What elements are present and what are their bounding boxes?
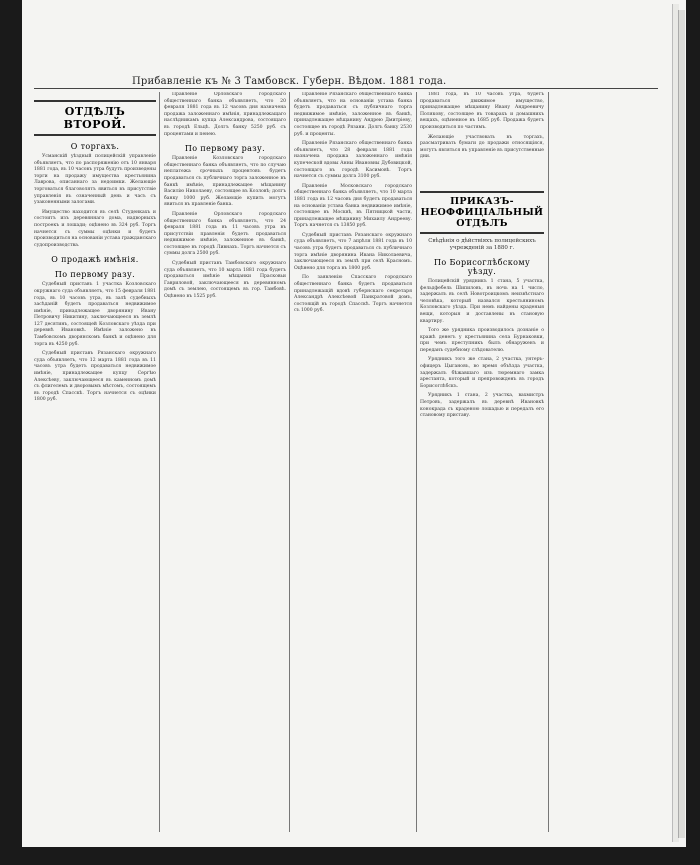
article-text: Правленiе Орловскаго городскаго общественнаго банка объявляетъ, что 24 февраля 1881 года въ 11 часовъ утра въ присутствiи правленiя будетъ продаваться недвижимое имѣнiе, заложенное въ банкѣ, состоящее въ городѣ Ливнахъ. Торгъ начнется съ суммы долга 2500 руб. <box>164 211 286 257</box>
article-text: Правленiе Козловскаго городскаго общественнаго банка объявляетъ, что по случаю неплатежа срочныхъ процентовъ будетъ продаваться съ публичнаго торга заложенное въ банкѣ имѣнiе, принадлежащее мѣщанину Василiю Николаеву, состоящее въ Козловѣ; долгъ банку 1000 руб. Желающiе купить могутъ явиться въ правленiе банка. <box>164 156 286 208</box>
article-text: Имущество находится въ селѣ Студенкахъ и состоитъ изъ деревяннаго дома, надворныхъ построекъ и лошади; оцѣнено въ 324 руб. Торгъ начнется съ суммы оцѣнки и будетъ производиться на основанiи устава гражданскаго судопроизводства. <box>34 209 156 248</box>
article-text: Правленiе Рязанскаго общественнаго банка объявляетъ, что на основанiи устава банка будетъ продаваться съ публичнаго торга недвижимое имѣнiе, заложенное въ банкѣ, принадлежащее мѣщанину Андрею Дмитрiеву, состоящее въ городѣ Рязани. Долгъ банку 2530 руб. и проценты. <box>294 92 412 137</box>
article-text: Судебный приставъ 1 участка Козловскаго окружнаго суда объявляетъ, что 15 февраля 1881 года, въ 10 часовъ утра, въ залѣ судебныхъ засѣданiй будетъ продаваться недвижимое имѣнiе, принадлежащее дворянину Ивану Петровичу Никитину, заключающееся въ землѣ 127 десятинъ, состоящей Козловскаго уѣзда при деревнѣ Ивановкѣ. Имѣнiе заложено въ Тамбовскомъ дворянскомъ банкѣ и оцѣнено для торга въ 4250 руб. <box>34 282 156 347</box>
section-title: ОТДѢЛЪ ВТОРОЙ. <box>34 100 156 136</box>
article-text: Судебный приставъ Рязанскаго окружнаго суда объявляетъ, что 7 апрѣля 1881 года въ 10 часовъ утра будетъ продаваться съ публичнаго торга имѣнiе дворянина Ивана Николаевича, заключающееся въ землѣ при селѣ Красномъ. Оцѣнено для торга въ 1800 руб. <box>294 232 412 271</box>
scan-border-left <box>0 0 22 865</box>
article-text: Судебный приставъ Тамбовскаго окружнаго суда объявляетъ, что 10 марта 1881 года будетъ продаваться имѣнiе мѣщанки Прасковьи Гавриловой, заключающееся въ деревянномъ домѣ съ землею, состоящемъ въ гор. Тамбовѣ. Оцѣнено въ 1525 руб. <box>164 261 286 300</box>
column-1 <box>34 92 156 832</box>
subheading: По первому разу. <box>184 144 266 154</box>
column-divider <box>548 92 549 832</box>
article-text: Усманскiй уѣздный полицейскiй управленiе объявляетъ, что по распоряженiю отъ 10 января 1881 года, въ 10 часовъ утра будутъ произведены торги на продажу имущества крестьянина Лаврова, описаннаго за недоимки. Желающiе торговаться благоволятъ явиться въ присутствiе управленiя въ означенный день и часъ съ узаконенными залогами. <box>34 154 156 206</box>
article-text: По заявленiю Спасскаго городскаго общественнаго банка будетъ продаваться принадлежащiй вдовѣ губернскаго секретаря Александрѣ Алексѣевой Панкратовой домъ, состоящiй въ городѣ Спасскѣ. Торгъ начнется съ 1000 руб. <box>294 275 412 314</box>
page-header: Прибавленiе къ № 3 Тамбовск. Губерн. Вѣдом. 1881 года. <box>132 76 447 87</box>
article-text: Судебный приставъ Рязанскаго окружнаго суда объявляетъ, что 12 марта 1881 года въ 11 часовъ утра будетъ продаваться недвижимое имѣнiе, принадлежащее купцу Сергѣю Алексѣеву, заключающееся въ каменномъ домѣ съ флигелемъ и дворовымъ мѣстомъ, состоящемъ въ городѣ Спасскѣ. Торгъ начнется съ оцѣнки 1800 руб. <box>34 351 156 403</box>
section-title: ПРИКАЗЪ-НЕОФФИЦIАЛЬНЫЙ ОТДѢЛЪ <box>420 191 544 234</box>
article-text: Правленiе Московскаго городскаго общественнаго банка объявляетъ, что 10 марта 1881 года въ 12 часовъ дня будетъ продаваться на основанiи устава банка недвижимое имѣнiе, состоящее въ Москвѣ, въ Пятницкой части, принадлежащее мѣщанину Михаилу Андрееву. Торгъ начнется съ 13850 руб. <box>294 183 412 229</box>
article-text: Урядникъ 1 стана, 2 участка, вахмистръ Петровъ, задержалъ въ деревнѣ Ивановкѣ конокрада съ краденою лошадью и передалъ его становому приставу. <box>420 393 544 419</box>
column-divider <box>159 92 160 832</box>
section-subtitle: Свѣдѣнiя о дѣйствiяхъ полицейскихъ учрежденiй за 1880 г. <box>428 237 536 251</box>
subheading: О продажѣ имѣнiя. <box>51 255 139 265</box>
scan-border-right <box>686 0 700 865</box>
article-text: Полицейскiй урядникъ 1 стана, 5 участка, фельдфебель Шипиловъ, въ ночь на 1 число, задержалъ въ селѣ Новотроицкомъ неизвѣстнаго человѣка, который назвался крестьяниномъ Козловскаго уѣзда. При немъ найдены краденыя вещи, которыя и доставлены въ становую квартиру. <box>420 278 544 324</box>
subheading: По первому разу. <box>54 270 136 280</box>
header-rule <box>34 88 658 89</box>
article-text: 1881 года, въ 10 часовъ утра, будетъ продаваться движимое имущество, принадлежащее мѣщанину Ивану Андреевичу Полякову, состоящее въ товарахъ и домашнихъ вещахъ, оцѣненное въ 1685 руб. Продажа будетъ производиться по частямъ. <box>420 92 544 130</box>
article-text: Урядникъ того же стана, 2 участка, унтеръ-офицеръ Цыгановъ, во время объѣзда участка, задержалъ бѣжавшаго изъ тюремнаго замка арестанта, который и препровожденъ въ городъ Борисоглѣбскъ. <box>420 357 544 389</box>
column-divider <box>416 92 417 832</box>
column-2 <box>164 92 286 832</box>
article-text: Желающiе участвовать въ торгахъ, разсматривать бумаги до продажи относящiяся, могутъ являться въ управленiе въ присутственные дни. <box>420 134 544 160</box>
column-3 <box>294 92 412 832</box>
column-divider <box>289 92 290 832</box>
subheading: О торгахъ. <box>70 142 120 151</box>
column-4 <box>420 92 544 832</box>
subheading: По Борисоглѣбскому уѣзду. <box>433 257 531 276</box>
page-edge <box>678 10 685 838</box>
article-text: Правленiе Орловскаго городскаго общественнаго банка объявляетъ, что 20 февраля 1881 года въ 12 часовъ дня назначена продажа заложеннаго имѣнiя, принадлежащаго наслѣдникамъ купца Александрова, состоящаго въ городѣ Ельцѣ. Долгъ банку 5250 руб. съ процентами и пенею. <box>164 92 286 137</box>
article-text: Того же урядника производилось дознанiе о кражѣ денегъ у крестьянина села Бурнаковки, при чемъ преступникъ былъ обнаруженъ и переданъ судебному слѣдователю. <box>420 328 544 353</box>
scan-border-bottom <box>0 847 700 865</box>
article-text: Правленiе Рязанскаго общественнаго банка объявляетъ, что 28 февраля 1881 года назначена продажа заложеннаго имѣнiя купеческой вдовы Анны Ивановны Дубовицкой, состоящаго въ городѣ Касимовѣ. Торгъ начнется съ суммы долга 3100 руб. <box>294 141 412 180</box>
